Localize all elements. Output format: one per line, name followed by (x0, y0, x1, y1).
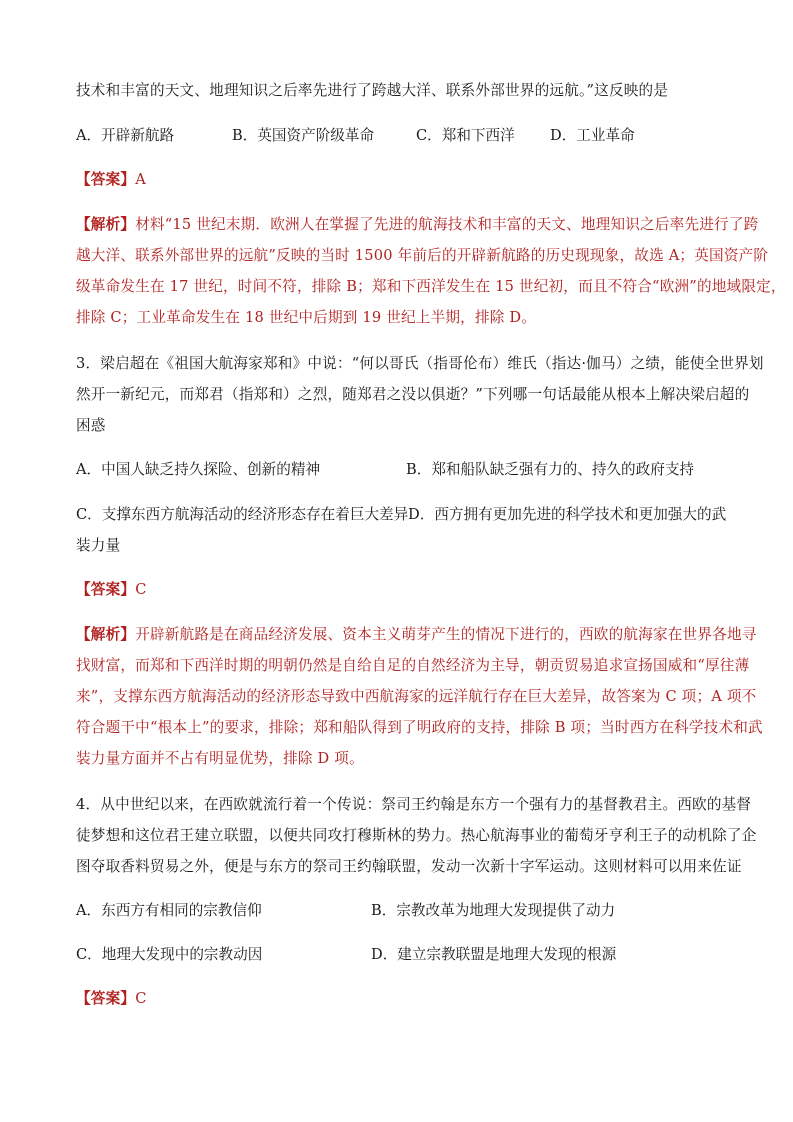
q4-stem-line-3: 图夺取香料贸易之外，便是与东方的祭司王约翰联盟，发动一次新十字军运动。这则材料可以用来佐证 (76, 858, 742, 875)
q3-analysis-text-1: 开辟新航路是在商品经济发展、资本主义萌芽产生的情况下进行的，西欧的航海家在世界各地寻 (135, 626, 757, 643)
q3-analysis-text-3: 来”，支撑东西方航海活动的经济形态导致中西航海家的远洋航行存在巨大差异，故答案为 C 项；A 项不 (76, 688, 757, 705)
q2-answer (76, 170, 146, 190)
q3-analysis-text-4: 符合题干中“根本上”的要求，排除；郑和船队得到了明政府的支持，排除 B 项；当时西方在科学技术和武 (76, 719, 763, 736)
q3-analysis-text-2: 找财富，而郑和下西洋时期的明朝仍然是自给自足的自然经济为主导，朝贡贸易追求宣扬国威和“厚往薄 (76, 657, 750, 674)
q2-option-c: C．郑和下西洋 (416, 127, 515, 144)
q3-option-b: B．郑和船队缺乏强有力的、持久的政府支持 (406, 461, 695, 478)
q2-stem-tail: 技术和丰富的天文、地理知识之后率先进行了跨越大洋、联系外部世界的远航。”这反映的是 (76, 82, 669, 99)
q2-analysis-text-4: 排除 C；工业革命发生在 18 世纪中后期到 19 世纪上半期，排除 D。 (76, 309, 537, 326)
q4-stem-line-1: 4．从中世纪以来，在西欧就流行着一个传说：祭司王约翰是东方一个强有力的基督教君主。西欧的基督 (76, 796, 752, 813)
q4-option-a: A．东西方有相同的宗教信仰 (76, 902, 262, 919)
q2-option-b: B．英国资产阶级革命 (232, 127, 375, 144)
q3-option-d: D．西方拥有更加先进的科学技术和更加强大的武 (408, 506, 727, 523)
q2-analysis-tag: 【解析】 (76, 216, 136, 233)
q3-stem-line-1: 3．梁启超在《祖国大航海家郑和》中说：“何以哥氏（指哥伦布）维氏（指达·伽马）之绩，能使全世界划 (76, 355, 764, 372)
q3-answer-value: C (135, 581, 147, 598)
q2-analysis-text-3: 级革命发生在 17 世纪，时间不符，排除 B；郑和下西洋发生在 15 世纪初，而且不符合“欧洲”的地域限定， (76, 278, 786, 295)
q3-option-c: C．支撑东西方航海活动的经济形态存在着巨大差异 (76, 506, 409, 523)
q2-analysis-text-2: 越大洋、联系外部世界的远航”反映的当时 1500 年前后的开辟新航路的历史现现象，故选 A；英国资产阶 (76, 247, 769, 264)
q3-option-d-cont: 装力量 (76, 537, 121, 554)
q4-option-c: C．地理大发现中的宗教动因 (76, 946, 263, 963)
q2-option-d: D．工业革命 (550, 127, 635, 144)
q4-answer-tag: 【答案】 (76, 990, 136, 1007)
q3-analysis-tag: 【解析】 (76, 626, 136, 643)
q2-answer-value: A (135, 171, 146, 188)
q4-answer (76, 989, 147, 1009)
q2-analysis-line (76, 215, 758, 235)
q4-stem-line-2: 徒梦想和这位君王建立联盟，以便共同攻打穆斯林的势力。热心航海事业的葡萄牙亨利王子的动机除了企 (76, 827, 757, 844)
q3-option-a: A．中国人缺乏持久探险、创新的精神 (76, 461, 321, 478)
q4-option-d: D．建立宗教联盟是地理大发现的根源 (371, 946, 617, 963)
q3-analysis-text-5: 装力量方面并不占有明显优势，排除 D 项。 (76, 750, 364, 767)
q2-analysis-text-1: 材料“15 世纪末期．欧洲人在掌握了先进的航海技术和丰富的天文、地理知识之后率先进行了跨 (135, 216, 759, 233)
q3-stem-line-3: 困惑 (76, 417, 106, 434)
q3-answer (76, 580, 147, 600)
q3-answer-tag: 【答案】 (76, 581, 136, 598)
q2-answer-tag: 【答案】 (76, 171, 136, 188)
q3-stem-line-2: 然开一新纪元，而郑君（指郑和）之烈，随郑君之没以俱逝？”下列哪一句话最能从根本上解决梁启超的 (76, 386, 750, 403)
q2-option-a: A．开辟新航路 (76, 127, 175, 144)
q4-option-b: B．宗教改革为地理大发现提供了动力 (371, 902, 616, 919)
q3-analysis-line (76, 625, 757, 645)
q4-answer-value: C (135, 990, 147, 1007)
